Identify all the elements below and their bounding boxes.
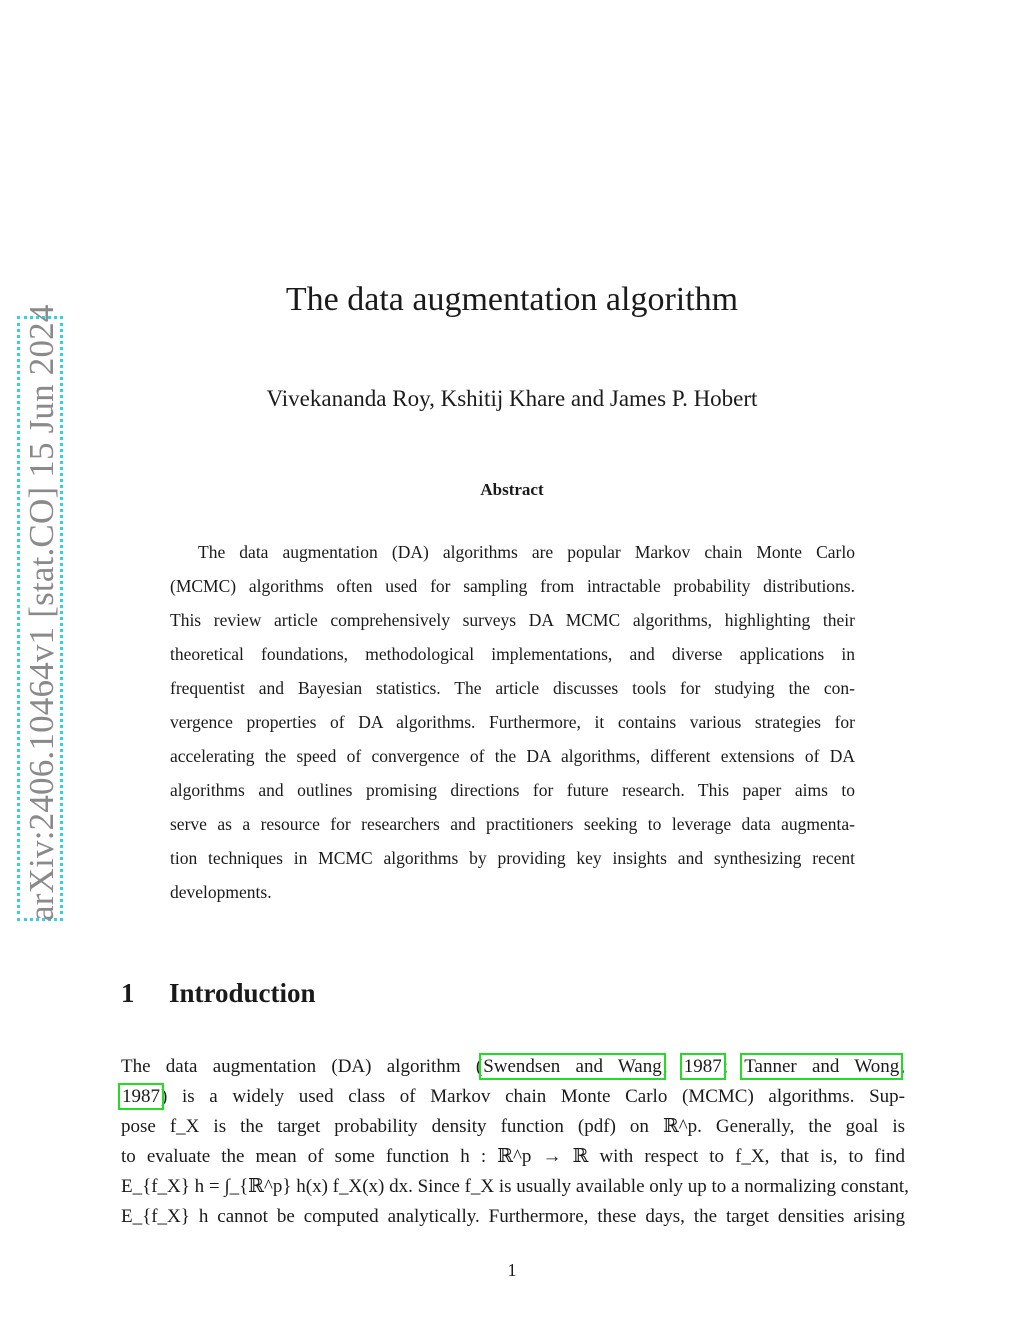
arxiv-identifier[interactable]: arXiv:2406.10464v1 [stat.CO] 15 Jun 2024	[22, 304, 61, 921]
abstract-line: The data augmentation (DA) algorithms are popular Markov chain Monte Carlo	[198, 542, 855, 562]
abstract-line: developments.	[170, 882, 272, 902]
intro-line: E_{f_X} h cannot be computed analytically. Furthermore, these days, the target densities arising	[121, 1206, 905, 1227]
citation-swendsen-wang-year[interactable]: 1987	[683, 1056, 722, 1077]
abstract-body	[170, 535, 855, 909]
paper-authors: Vivekananda Roy, Kshitij Khare and James P. Hobert	[266, 386, 758, 411]
section-heading	[121, 976, 316, 1010]
intro-line	[121, 1082, 905, 1112]
citation-tanner-wong[interactable]: Tanner and Wong	[744, 1056, 900, 1077]
intro-text: ) is a widely used class of Markov chain Monte Carlo (MCMC) algorithms. Sup-	[161, 1086, 905, 1107]
intro-line: E_{f_X} h = ∫_{ℝ^p} h(x) f_X(x) dx. Since f_X is usually available only up to a normalizing constant,	[121, 1176, 909, 1197]
abstract-line: frequentist and Bayesian statistics. The article discusses tools for studying the con-	[170, 678, 855, 698]
page-number: 1	[507, 1260, 517, 1280]
intro-line: The data augmentation (DA) algorithm (Swendsen and Wang, 1987; Tanner and Wong,	[121, 1056, 906, 1077]
abstract-line: algorithms and outlines promising directions for future research. This paper aims to	[170, 780, 855, 800]
section-title: Introduction	[169, 978, 316, 1008]
abstract-line: theoretical foundations, methodological implementations, and diverse applications in	[170, 644, 855, 664]
intro-line: to evaluate the mean of some function h : ℝ^p → ℝ with respect to f_X, that is, to find	[121, 1146, 905, 1167]
abstract-line: vergence properties of DA algorithms. Furthermore, it contains various strategies for	[170, 712, 855, 732]
abstract-line: (MCMC) algorithms often used for sampling from intractable probability distributions.	[170, 576, 855, 596]
citation-swendsen-wang[interactable]: Swendsen and Wang	[483, 1056, 662, 1077]
paper-title: The data augmentation algorithm	[285, 281, 739, 318]
abstract-line: This review article comprehensively surveys DA MCMC algorithms, highlighting their	[170, 610, 855, 630]
intro-line: pose f_X is the target probability density function (pdf) on ℝ^p. Generally, the goal is	[121, 1116, 905, 1137]
introduction-body	[121, 1052, 909, 1232]
abstract-line: serve as a resource for researchers and practitioners seeking to leverage data augmenta-	[170, 814, 855, 834]
intro-text: The data augmentation (DA) algorithm (	[121, 1056, 483, 1077]
abstract-line: tion techniques in MCMC algorithms by providing key insights and synthesizing recent	[170, 848, 855, 868]
abstract-heading: Abstract	[480, 480, 544, 499]
abstract-line: accelerating the speed of convergence of the DA algorithms, different extensions of DA	[170, 746, 855, 766]
section-number: 1	[121, 978, 135, 1008]
citation-tanner-wong-year[interactable]: 1987	[122, 1086, 160, 1107]
